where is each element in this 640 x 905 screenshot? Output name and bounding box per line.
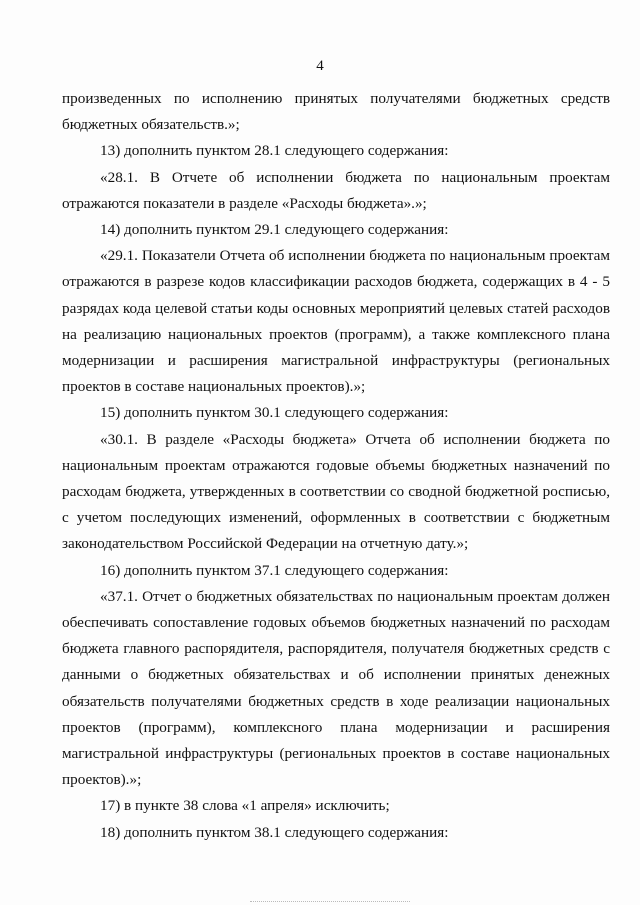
amendment-item-15: 15) дополнить пунктом 30.1 следующего содержания: [100,404,449,422]
quoted-clause-30-1: «30.1. В разделе «Расходы бюджета» Отчета об исполнении бюджета по национальным проектам отражаются годовые объемы бюджетных назначений по расходам бюджета, утвержденных в соответствии со сводной бюджетной росписью, с учетом последующих изменений, оформленных в соответствии с бюджетным законодательством Российской Федерации на отчетную дату.»; [62,430,610,553]
amendment-item-17: 17) в пункте 38 слова «1 апреля» исключить; [100,797,390,815]
document-body [62,86,610,846]
amendment-item-18: 18) дополнить пунктом 38.1 следующего содержания: [100,823,449,841]
quoted-clause-37-1: «37.1. Отчет о бюджетных обязательствах по национальным проектам должен обеспечивать сопоставление годовых объемов бюджетных назначений по расходам бюджета главного распорядителя, распорядителя, получателя бюджетных средств с данными о бюджетных обязательствах и об исполнении принятых денежных обязательств получателями бюджетных средств в ходе реализации национальных проектов (программ), комплексного плана модернизации и расширения магистральной инфраструктуры (региональных проектов в составе национальных проектов).»; [62,587,610,789]
amendment-item-16: 16) дополнить пунктом 37.1 следующего содержания: [100,561,449,579]
amendment-item-14: 14) дополнить пунктом 29.1 следующего содержания: [100,221,449,239]
quoted-clause-29-1: «29.1. Показатели Отчета об исполнении бюджета по национальным проектам отражаются в разрезе кодов классификации расходов бюджета, содержащих в 4 - 5 разрядах кода целевой статьи коды основных мероприятий целевых статей расходов на реализацию национальных проектов (программ), а также комплексного плана модернизации и расширения магистральной инфраструктуры (региональных проектов в составе национальных проектов).»; [62,247,610,396]
quoted-clause-28-1: «28.1. В Отчете об исполнении бюджета по национальным проектам отражаются показатели в разделе «Расходы бюджета».»; [62,168,610,212]
paragraph-continuation: произведенных по исполнению принятых получателями бюджетных средств бюджетных обязательств.»; [62,90,610,134]
page-number: 4 [316,58,324,74]
amendment-item-13: 13) дополнить пунктом 28.1 следующего содержания: [100,142,449,160]
scan-artifact-line [250,901,410,903]
